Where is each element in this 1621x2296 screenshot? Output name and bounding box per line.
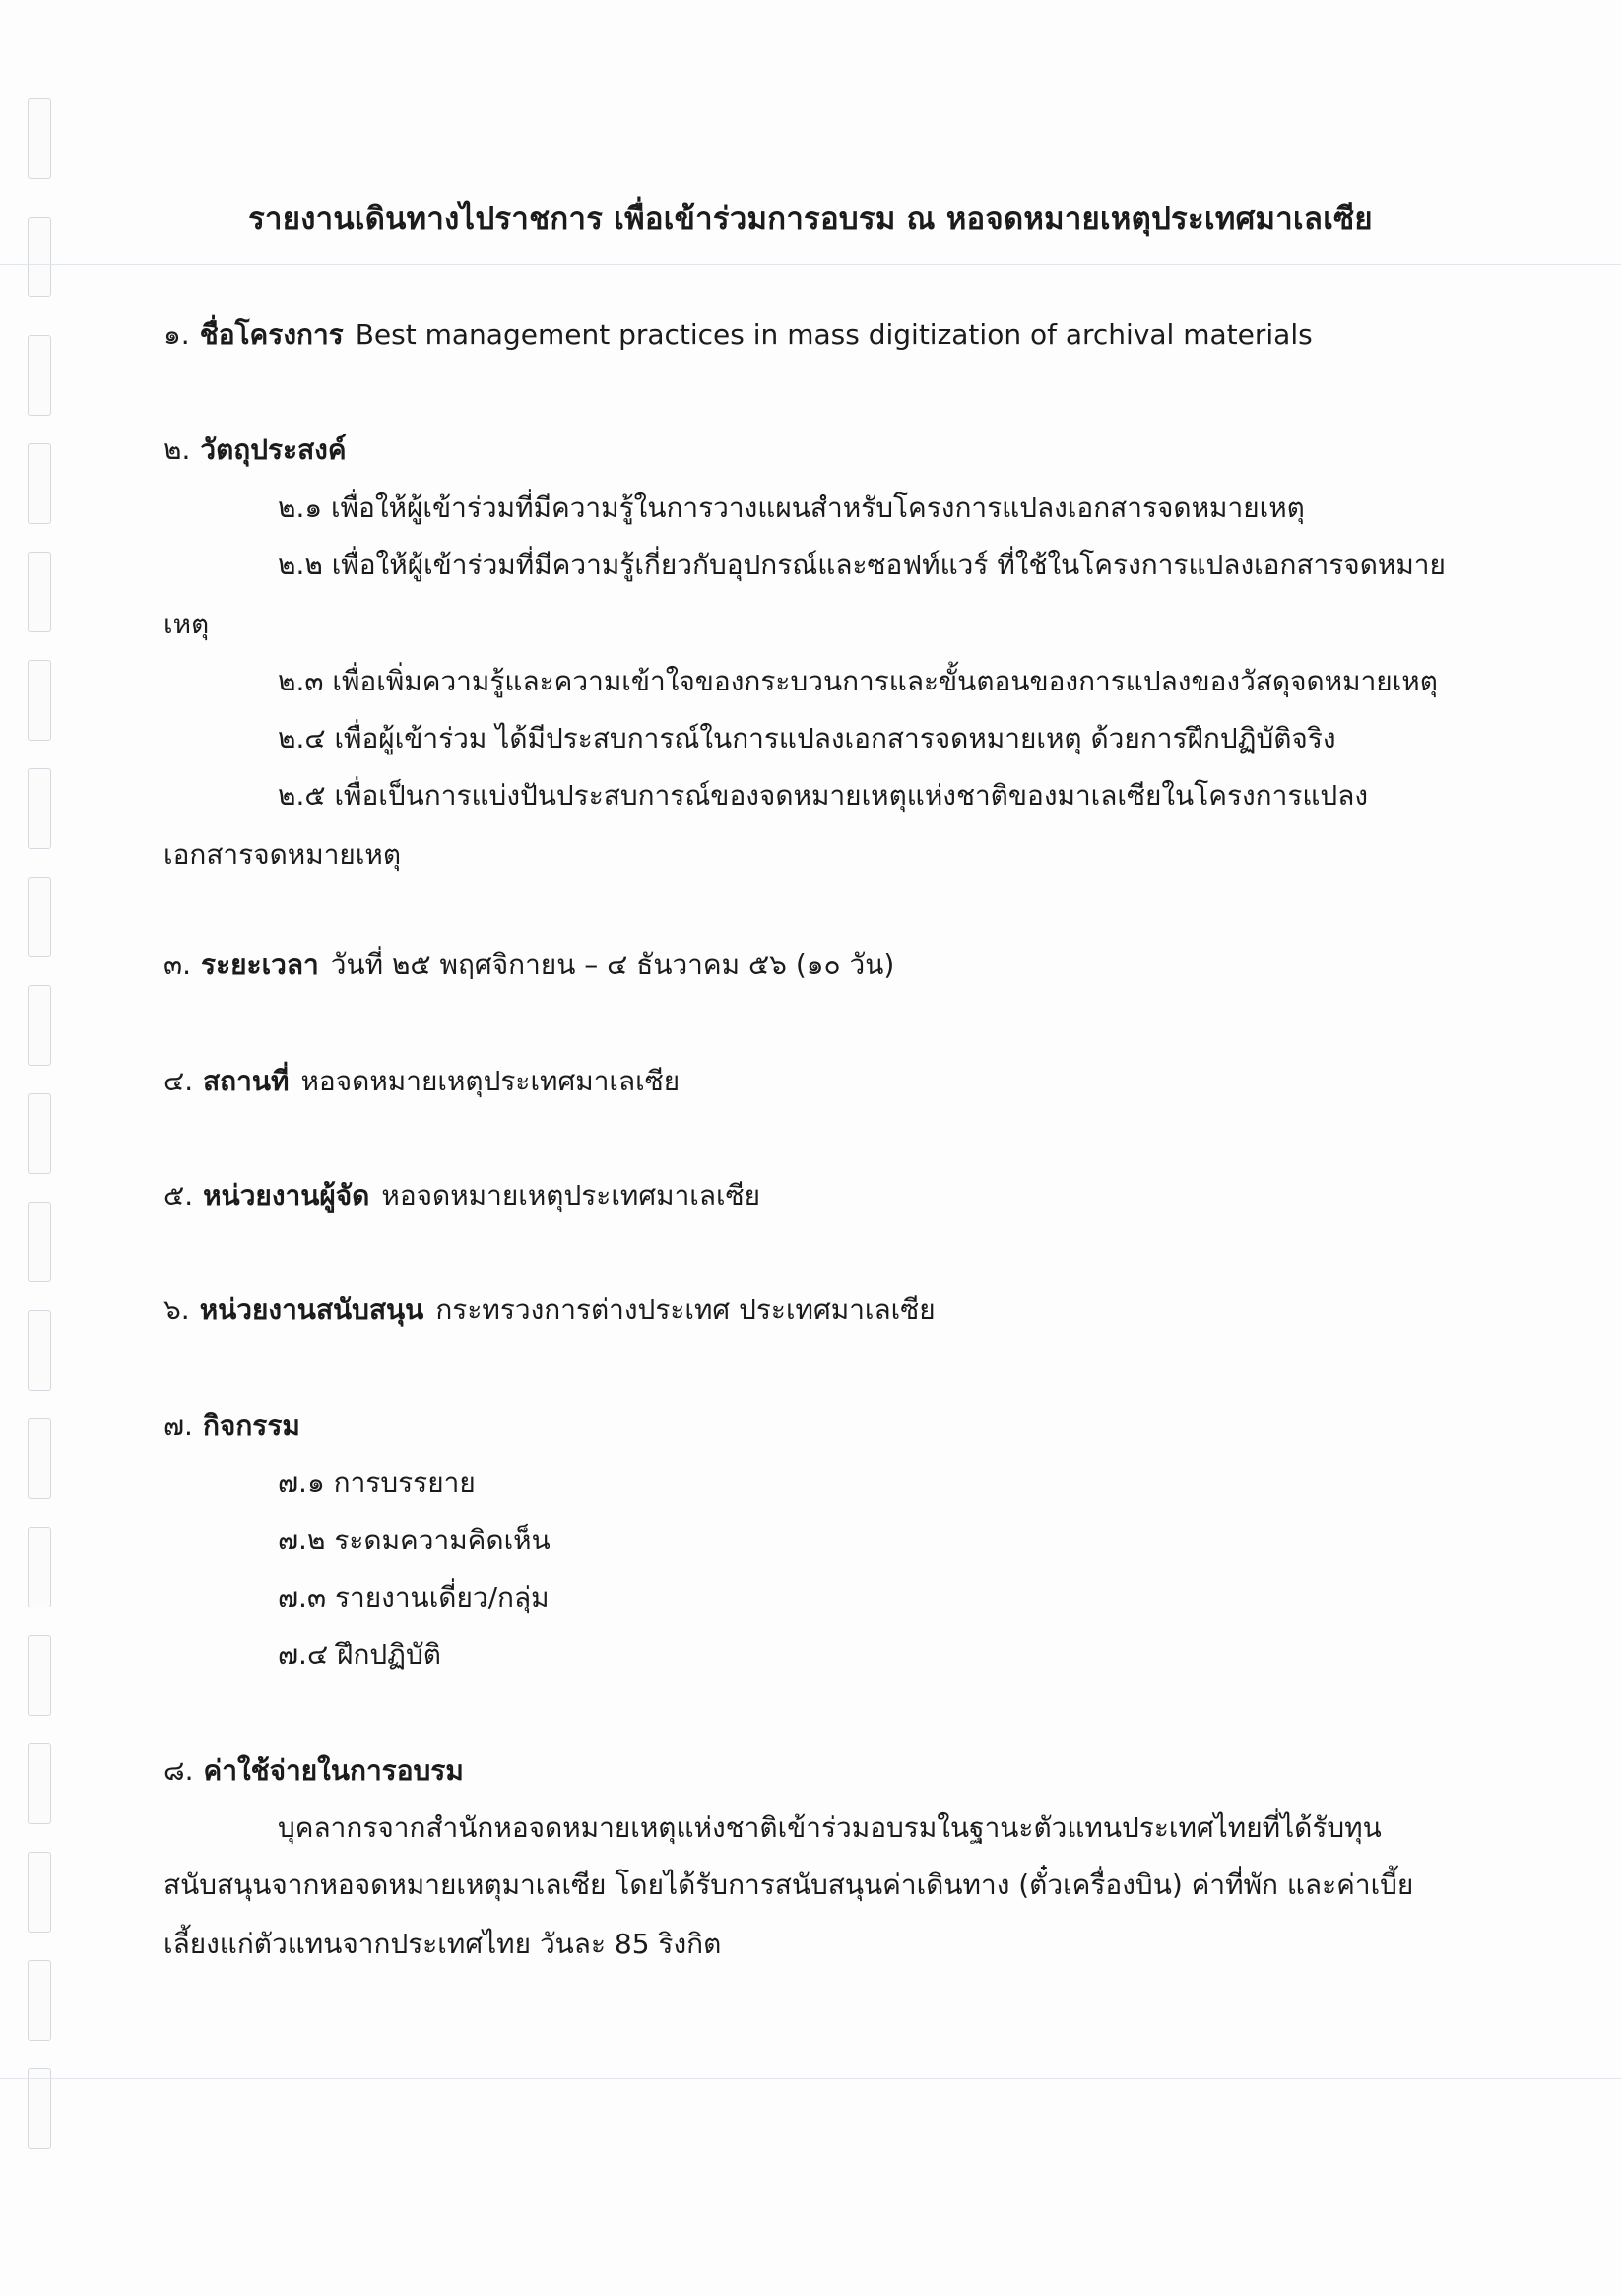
section-value: กระทรวงการต่างประเทศ ประเทศมาเลเซีย bbox=[435, 1293, 936, 1326]
section-objectives bbox=[163, 430, 358, 470]
activity-item: ๗.๑ การบรรยาย bbox=[278, 1467, 476, 1499]
section-label: หน่วยงานสนับสนุน bbox=[199, 1293, 424, 1326]
binding-slot bbox=[28, 1418, 51, 1499]
section-number: ๗. bbox=[163, 1410, 193, 1442]
objective-item: ๒.๕ เพื่อเป็นการแบ่งปันประสบการณ์ของจดหมายเหตุแห่งชาติของมาเลเซียในโครงการแปลง bbox=[278, 779, 1369, 812]
binding-slot bbox=[28, 660, 51, 741]
expense-paragraph-line: สนับสนุนจากหอจดหมายเหตุมาเลเซีย โดยได้รับการสนับสนุนค่าเดินทาง (ตั๋วเครื่องบิน) ค่าที่พัก และค่าเบี้ย bbox=[163, 1869, 1414, 1901]
activity-item: ๗.๒ ระดมความคิดเห็น bbox=[278, 1524, 551, 1556]
binding-slot bbox=[28, 1852, 51, 1933]
section-label: ชื่อโครงการ bbox=[199, 318, 344, 351]
section-activities bbox=[163, 1407, 312, 1446]
objective-item-continuation: เอกสารจดหมายเหตุ bbox=[163, 838, 402, 871]
section-label: ค่าใช้จ่ายในการอบรม bbox=[203, 1754, 464, 1787]
section-venue bbox=[163, 1062, 680, 1101]
binding-slot bbox=[28, 768, 51, 849]
objective-item: ๒.๔ เพื่อผู้เข้าร่วม ได้มีประสบการณ์ในการแปลงเอกสารจดหมายเหตุ ด้วยการฝึกปฏิบัติจริง bbox=[278, 722, 1336, 754]
section-label: วัตถุประสงค์ bbox=[200, 433, 347, 466]
section-project-name bbox=[163, 315, 1313, 355]
objective-item: ๒.๓ เพื่อเพิ่มความรู้และความเข้าใจของกระบวนการและขั้นตอนของการแปลงของวัสดุจดหมายเหตุ bbox=[278, 665, 1438, 697]
binding-slot bbox=[28, 1202, 51, 1282]
binding-slot bbox=[28, 552, 51, 632]
section-number: ๕. bbox=[163, 1179, 194, 1212]
section-label: ระยะเวลา bbox=[201, 949, 319, 981]
section-label: สถานที่ bbox=[203, 1065, 290, 1097]
expense-paragraph-line: เลี้ยงแก่ตัวแทนจากประเทศไทย วันละ 85 ริงกิต bbox=[163, 1928, 722, 1960]
binding-slot bbox=[28, 335, 51, 416]
expense-paragraph-line: บุคลากรจากสำนักหอจดหมายเหตุแห่งชาติเข้าร่วมอบรมในฐานะตัวแทนประเทศไทยที่ได้รับทุน bbox=[278, 1811, 1382, 1844]
binding-slot bbox=[28, 1960, 51, 2041]
activity-item: ๗.๓ รายงานเดี่ยว/กลุ่ม bbox=[278, 1581, 550, 1613]
section-sponsor bbox=[163, 1290, 936, 1330]
section-number: ๖. bbox=[163, 1293, 190, 1326]
binding-slot bbox=[28, 1743, 51, 1824]
section-label: หน่วยงานผู้จัด bbox=[203, 1179, 370, 1212]
section-number: ๘. bbox=[163, 1754, 194, 1787]
section-organizer bbox=[163, 1176, 760, 1215]
activity-item: ๗.๔ ฝึกปฏิบัติ bbox=[278, 1638, 441, 1671]
section-value: หอจดหมายเหตุประเทศมาเลเซีย bbox=[300, 1065, 681, 1097]
binding-slot bbox=[28, 985, 51, 1066]
document-title: รายงานเดินทางไปราชการ เพื่อเข้าร่วมการอบรม ณ หอจดหมายเหตุประเทศมาเลเซีย bbox=[248, 201, 1373, 236]
section-value: หอจดหมายเหตุประเทศมาเลเซีย bbox=[381, 1179, 761, 1212]
objective-item: ๒.๒ เพื่อให้ผู้เข้าร่วมที่มีความรู้เกี่ยวกับอุปกรณ์และซอฟท์แวร์ ที่ใช้ในโครงการแปลงเอกสารจดหมาย bbox=[278, 549, 1446, 581]
objective-item-continuation: เหตุ bbox=[163, 608, 210, 640]
binding-slot bbox=[28, 1310, 51, 1391]
binding-slot bbox=[28, 2068, 51, 2149]
binding-slot bbox=[28, 1635, 51, 1716]
section-label: กิจกรรม bbox=[202, 1410, 300, 1442]
binding-slot bbox=[28, 1093, 51, 1174]
scan-artifact-line bbox=[0, 2078, 1621, 2079]
section-value: Best management practices in mass digitization of archival materials bbox=[355, 318, 1313, 351]
objective-item: ๒.๑ เพื่อให้ผู้เข้าร่วมที่มีความรู้ในการวางแผนสำหรับโครงการแปลงเอกสารจดหมายเหตุ bbox=[278, 492, 1305, 524]
scan-artifact-line bbox=[0, 264, 1621, 265]
section-number: ๓. bbox=[163, 949, 192, 981]
section-expenses bbox=[163, 1751, 476, 1791]
section-value: วันที่ ๒๕ พฤศจิกายน – ๔ ธันวาคม ๕๖ (๑๐ วัน) bbox=[330, 949, 895, 981]
binding-margin bbox=[28, 98, 57, 2265]
section-number: ๒. bbox=[163, 433, 191, 466]
section-number: ๔. bbox=[163, 1065, 194, 1097]
binding-slot bbox=[28, 443, 51, 524]
binding-slot bbox=[28, 98, 51, 179]
binding-slot bbox=[28, 877, 51, 957]
binding-slot bbox=[28, 1527, 51, 1607]
section-duration bbox=[163, 946, 894, 985]
section-number: ๑. bbox=[163, 318, 190, 351]
